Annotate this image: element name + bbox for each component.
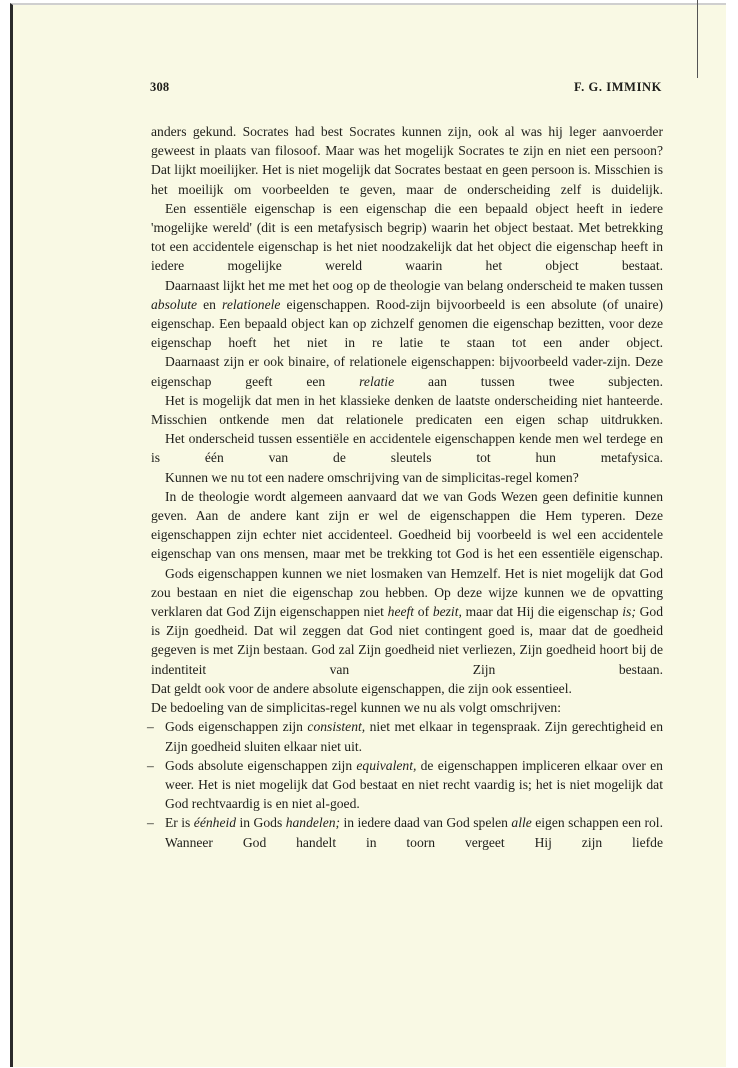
running-author: F. G. IMMINK — [574, 80, 662, 94]
paragraph: anders gekund. Socrates had best Socrates kunnen zijn, ook al was hij leger aanvoerder geweest in plaats van filosoof. Maar was het mogelijk Socrates te zijn en niet een persoon? Dat lijkt moeilijker. Het is niet mogelijk dat Socrates bestaat en geen persoon is. Misschien is het moeilijk om voorbeelden te geven, maar de onderscheiding zelf is duidelijk. — [151, 124, 663, 197]
text-run: maar dat Hij die eigenschap — [461, 604, 623, 620]
emphasis: consistent, — [307, 719, 366, 735]
dash-marker: – — [147, 757, 154, 773]
emphasis: éénheid — [193, 815, 237, 831]
text-run: Er is — [165, 815, 194, 831]
emphasis: equivalent, — [356, 757, 417, 773]
text-run: Daarnaast lijkt het me met het oog op de theologie van belang onderscheid te maken tussen — [165, 277, 663, 293]
dash-marker: – — [147, 815, 154, 831]
paragraph: Dat geldt ook voor de andere absolute eigenschappen, die zijn ook essentieel. — [151, 680, 572, 696]
text-run: eigen schappen een rol. Wanneer God handelt in toorn vergeet Hij zijn liefde — [165, 815, 663, 850]
paragraph: Kunnen we nu tot een nadere omschrijving van de simplicitas-regel komen? — [165, 469, 579, 485]
emphasis: is; — [622, 604, 636, 620]
emphasis: alle — [511, 815, 532, 831]
dash-marker: – — [147, 719, 154, 735]
text-run: of — [414, 604, 433, 620]
dash-list — [147, 717, 664, 851]
text-run: eigenschappen. Rood-zijn bijvoorbeeld is een absolute (of unaire) eigenschap. Een bepaald object kan op zichzelf genomen die eigenschap bezitten, voor deze eigenschap hoeft het niet in re latie te staan tot een ander object. — [151, 296, 663, 351]
emphasis: heeft — [387, 604, 415, 620]
paragraph — [151, 352, 663, 390]
text-run: Daarnaast zijn er ook binaire, of relationele eigenschappen: bijvoorbeeld vader-zijn. Deze eigenschap geeft een — [151, 354, 663, 389]
emphasis: handelen; — [285, 815, 341, 831]
page-number: 308 — [150, 80, 170, 94]
text-run: niet met elkaar in tegenspraak. Zijn gerechtigheid en Zijn goedheid sluiten elkaar niet uit. — [165, 719, 664, 754]
text-run: God is Zijn goedheid. Dat wil zeggen dat God niet contingent goed is, maar dat de goedheid gegeven is met Zijn bestaan. God zal Zijn goedheid niet verliezen, Zijn goedheid hoort bij de indentiteit van Zijn bestaan. — [151, 604, 663, 677]
text-run: de eigenschappen impliceren elkaar over en weer. Het is niet mogelijk dat God bestaat en niet recht vaardig is; het is niet mogelijk dat God rechtvaardig is en niet al-goed. — [165, 757, 663, 812]
list-item — [147, 756, 663, 814]
paragraph — [151, 564, 663, 679]
paragraph: In de theologie wordt algemeen aanvaard dat we van Gods Wezen geen definitie kunnen geven. Aan de andere kant zijn er wel de eigenschappen die Hem typeren. Deze eigenschappen zijn echter niet accidenteel. Goedheid bij voorbeeld is wel een accidentele eigenschap van ons mensen, maar met be trekking tot God is het een essentiële eigenschap. — [151, 488, 663, 562]
paragraph: Het is mogelijk dat men in het klassieke denken de laatste onderscheiding niet hanteerde. Misschien ontkende men dat relationele predicaten een eigen schap uitdrukken. — [151, 392, 663, 428]
text-run: en — [197, 296, 223, 312]
paragraph — [151, 276, 663, 353]
text-run: in Gods — [236, 815, 286, 831]
list-item — [147, 717, 664, 755]
list-item — [147, 813, 663, 851]
text-run: Gods eigenschappen kunnen we niet losmaken van Hemzelf. Het is niet mogelijk dat God zou bestaan en niet die eigenschap zou hebben. Op deze wijze kunnen we de opvatting verklaren dat God Zijn eigenschappen niet — [151, 565, 663, 620]
scan-edge — [697, 0, 698, 78]
text-run: aan tussen twee subjecten. — [394, 373, 663, 389]
body-text — [147, 122, 664, 852]
paragraph: De bedoeling van de simplicitas-regel kunnen we nu als volgt omschrijven: — [151, 700, 561, 716]
paragraph: Een essentiële eigenschap is een eigenschap die een bepaald object heeft in iedere 'mogelijke wereld' (dit is een metafysisch begrip) waarin het object bestaat. Met betrekking tot een accidentele eigenschap is het niet noodzakelijk dat het object die eigenschap heeft in iedere mogelijke wereld waarin het object bestaat. — [151, 200, 663, 274]
emphasis: relatie — [359, 373, 395, 389]
emphasis: absolute — [151, 296, 198, 312]
emphasis: relationele — [222, 296, 281, 312]
paragraph: Het onderscheid tussen essentiële en accidentele eigenschappen kende men wel terdege en is één van de sleutels tot hun metafysica. — [151, 431, 663, 466]
text-run: Gods absolute eigenschappen zijn — [165, 757, 357, 773]
text-run: Gods eigenschappen zijn — [165, 719, 308, 735]
text-run: in iedere daad van God spelen — [340, 815, 512, 831]
emphasis: bezit, — [432, 604, 462, 620]
